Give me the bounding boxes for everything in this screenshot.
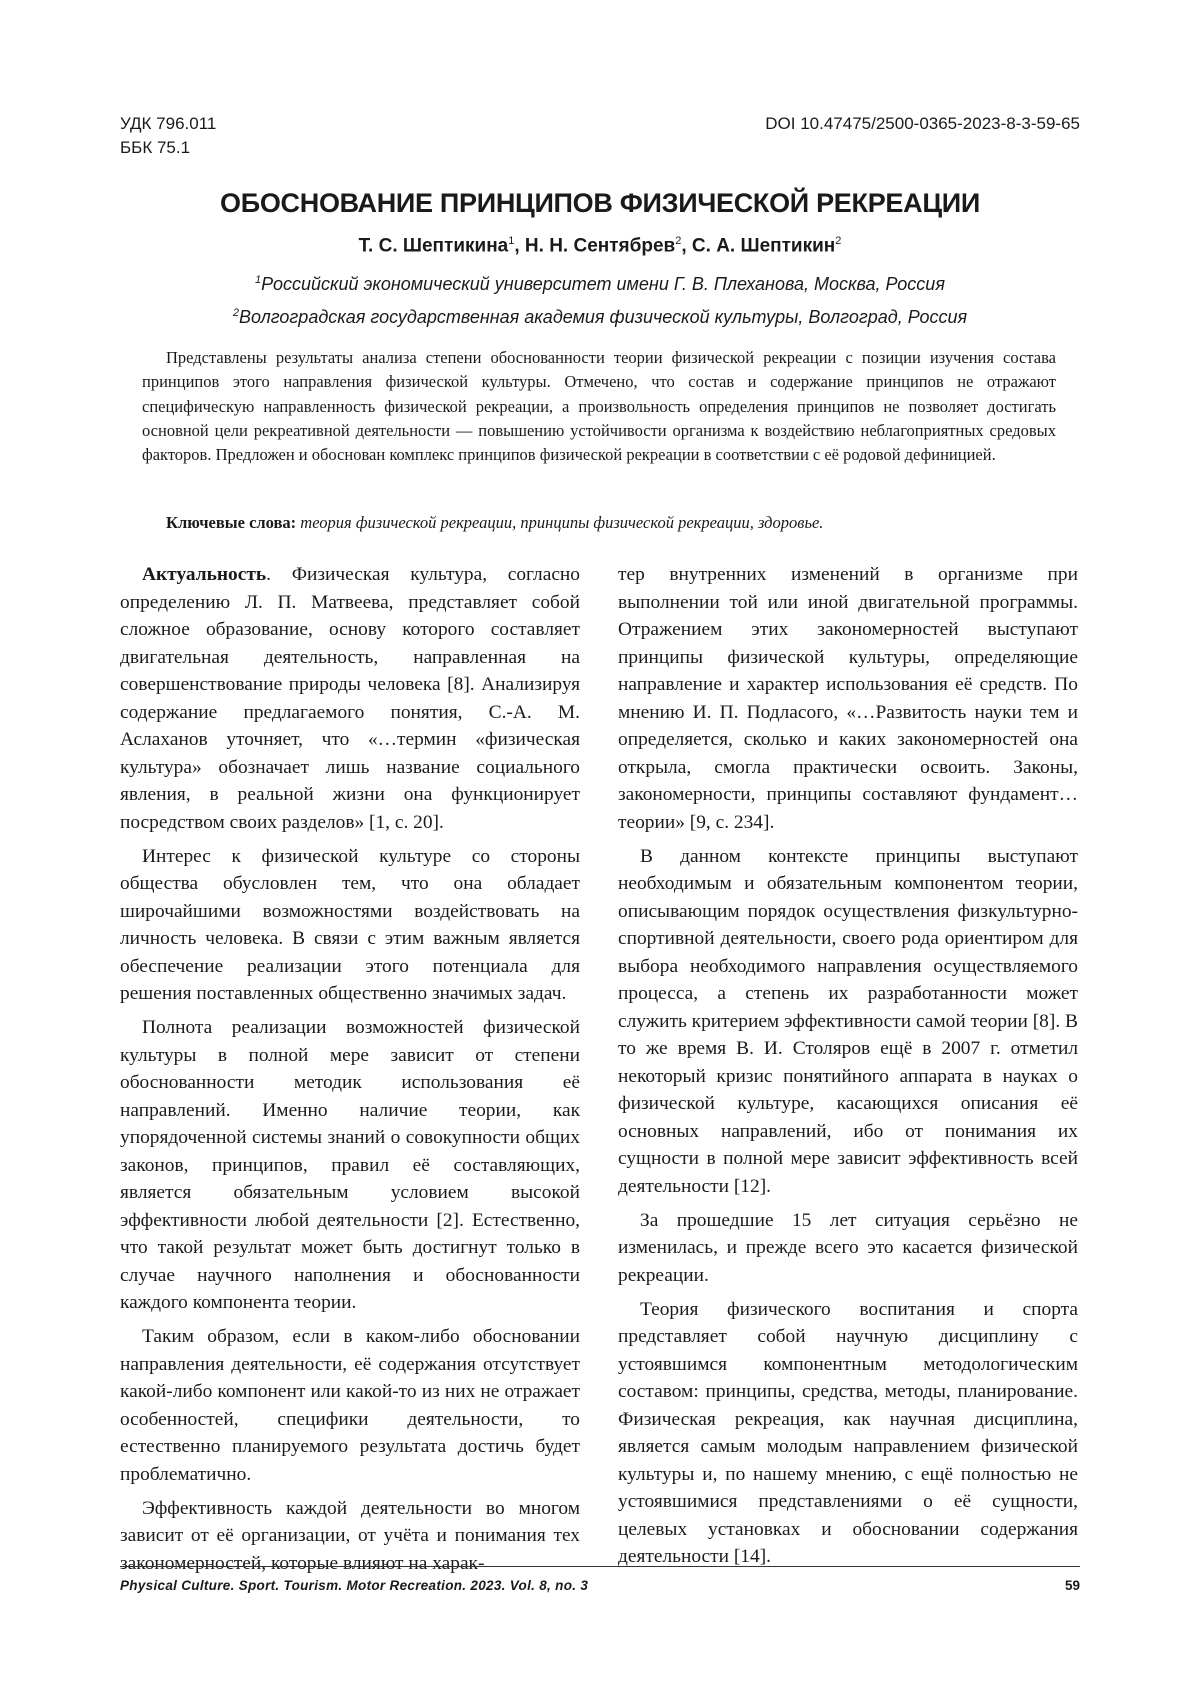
author-name: С. А. Шептикин <box>691 235 836 257</box>
doi-code: DOI 10.47475/2500-0365-2023-8-3-59-65 <box>765 114 1080 133</box>
paragraph: тер внутренних изменений в организме при выполнении той или иной двигательной программы. Отражением этих закономерностей выступают принципы физической культуры, определяющие направление и характер использования её средств. По мнению И. П. Подласого, «…Развитость науки тем и определяется, сколько и каких закономерностей она открыла, смогла практически освоить. Законы, закономерности, принципы составляют фундамент… теории» [9, с. 234]. <box>618 564 1078 833</box>
header-codes <box>120 112 216 160</box>
paragraph-text: . Физическая культура, согласно определению Л. П. Матвеева, представляет собой сложное образование, основу которого составляет двигательная деятельность, направленная на совершенствование природы человека [8]. Анализируя содержание предлагаемого понятия, С.-А. М. Аслаханов уточняет, что «…термин «физическая культура» обозначает лишь название социального явления, в реальной жизни она функционирует посредством своих разделов» [1, с. 20]. <box>120 564 580 833</box>
abstract: Представлены результаты анализа степени обоснованности теории физической рекреации с позиции изучения состава принципов этого направления физической культуры. Отмечено, что состав и содержание принципов не отражают специфическую направленность физической рекреации, а произвольность определения принципов не позволяет достигать основной цели рекреативной деятельности — повышению устойчивости организма к воздействию неблагоприятных средовых факторов. Предложен и обоснован комплекс принципов физической рекреации в соответствии с её родовой дефиницией. <box>142 348 1056 465</box>
paragraph: Таким образом, если в каком-либо обосновании направления деятельности, её содержания отсутствует какой-либо компонент или какой-то из них не отражает особенностей, специфики деятельности, то естественно планируемого результата достичь будет проблематично. <box>120 1326 580 1485</box>
author-sup: 1 <box>508 235 515 247</box>
author-name: Т. С. Шептикина <box>358 235 509 257</box>
bbk-code: ББК 75.1 <box>120 138 191 157</box>
paragraph: Интерес к физической культуре со стороны общества обусловлен тем, что она обладает широчайшими возможностями воздействовать на личность человека. В связи с этим важным является обеспечение реализации этого потенциала для решения поставленных общественно значимых задач. <box>120 845 580 1004</box>
paragraph: В данном контексте принципы выступают необходимым и обязательным компонентом теории, описывающим порядок осуществления физкультурно-спортивной деятельности, своего рода ориентиром для выбора необходимого направления осуществляемого процесса, а степень их разработанности может служить критерием эффективности самой теории [8]. В то же время В. И. Столяров ещё в 2007 г. отметил некоторый кризис понятийного аппарата в науках о физической культуре, касающихся описания её основных направлений, ибо от понимания их сущности в полной мере зависит эффективность всей деятельности [12]. <box>618 845 1078 1197</box>
section-lead: Актуальность <box>142 564 267 585</box>
udk-code: УДК 796.011 <box>120 114 217 133</box>
footer-rule <box>120 1566 1080 1567</box>
affiliation-2 <box>120 307 1080 328</box>
body-column-right <box>618 561 1078 1577</box>
affiliation-sup: 2 <box>232 307 239 319</box>
affiliation-text: Волгоградская государственная академия физической культуры, Волгоград, Россия <box>238 307 968 327</box>
affiliation-sup: 1 <box>255 274 262 286</box>
author-sup: 2 <box>675 235 682 247</box>
author-sup: 2 <box>835 235 842 247</box>
paragraph: За прошедшие 15 лет ситуация серьёзно не изменилась, и прежде всего это касается физической рекреации. <box>618 1209 1078 1286</box>
article-title: ОБОСНОВАНИЕ ПРИНЦИПОВ ФИЗИЧЕСКОЙ РЕКРЕАЦИИ <box>220 188 980 218</box>
keywords-label: Ключевые слова: <box>166 513 297 532</box>
paragraph <box>120 561 580 836</box>
authors-line: Т. С. Шептикина$^1$, Н. Н. Сентябрев$^2$, С. А. Шептикин$^2$ <box>358 235 842 257</box>
keywords-text: теория физической рекреации, принципы физической рекреации, здоровье. <box>300 513 824 532</box>
journal-footer: Physical Culture. Sport. Tourism. Motor Recreation. 2023. Vol. 8, no. 3 <box>120 1578 589 1593</box>
affiliation-1 <box>120 274 1080 295</box>
page-number: 59 <box>1064 1578 1080 1593</box>
author-name: Н. Н. Сентябрев <box>524 235 676 257</box>
body-column-left <box>120 561 580 1584</box>
paragraph: Полнота реализации возможностей физической культуры в полной мере зависит от степени обоснованности методик использования её направлений. Именно наличие теории, как упорядоченной системы знаний о совокупности общих законов, принципов, правил её составляющих, является обязательным условием высокой эффективности любой деятельности [2]. Естественно, что такой результат может быть достигнут только в случае научного наполнения и обоснованности каждого компонента теории. <box>120 1017 580 1313</box>
paragraph: Теория физического воспитания и спорта представляет собой научную дисциплину с устоявшимся компонентным методологическим составом: принципы, средства, методы, планирование. Физическая рекреация, как научная дисциплина, является самым молодым направлением физической культуры и, по нашему мнению, с ещё полностью не устоявшимися представлениями о её сущности, целевых установках и обосновании содержания деятельности [14]. <box>618 1298 1078 1567</box>
affiliation-text: Российский экономический университет имени Г. В. Плеханова, Москва, Россия <box>261 274 945 294</box>
paragraph: Эффективность каждой деятельности во многом зависит от её организации, от учёта и понимания тех закономерностей, которые влияют на харак- <box>120 1497 580 1574</box>
keywords <box>142 511 1056 535</box>
